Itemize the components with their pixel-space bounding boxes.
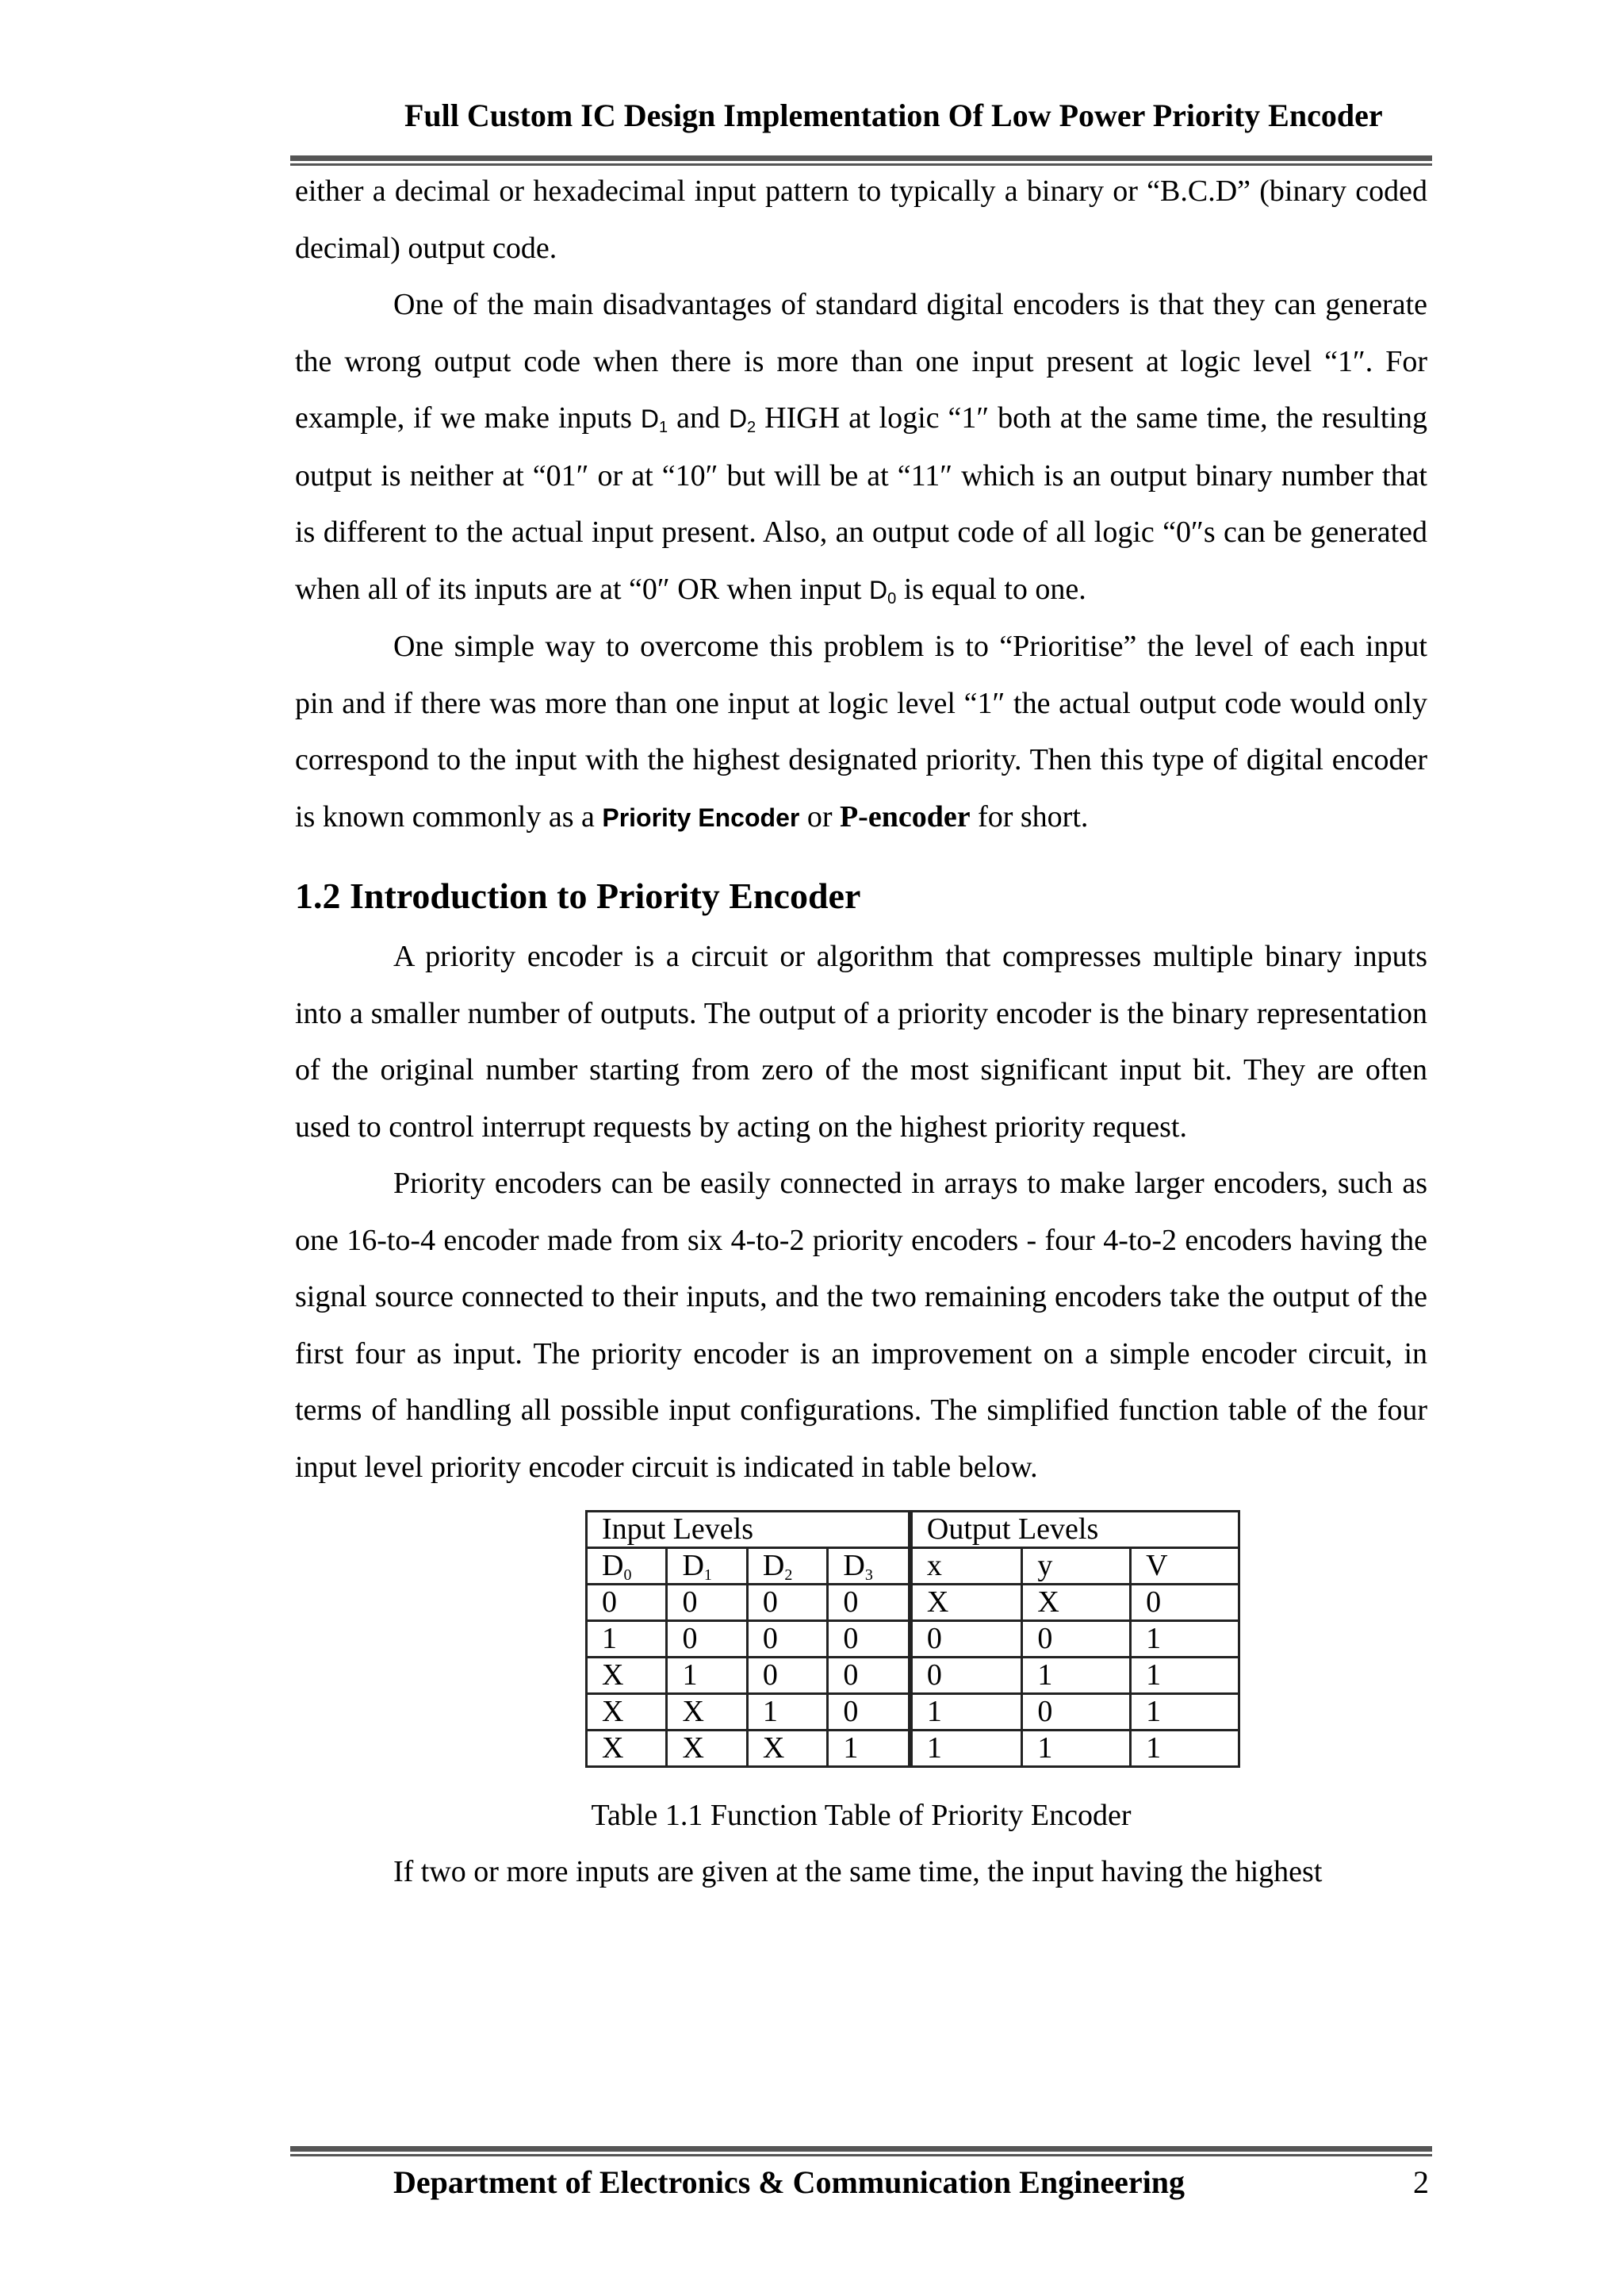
table-cell: 0	[587, 1585, 667, 1621]
paragraph-introduction: A priority encoder is a circuit or algorithm that compresses multiple binary inputs into a smaller number of outputs. The output of a priority encoder is the binary representation of the original number starting from zero of the most significant input bit. They are often used to control interrupt requests by acting on the highest priority request.	[295, 940, 1427, 1144]
col-header-d0: $D_0$	[587, 1548, 667, 1585]
table-cell: 0	[910, 1621, 1022, 1658]
function-table-container	[585, 1510, 1427, 1768]
table-cell: 1	[1131, 1621, 1239, 1658]
table-cell: X	[910, 1585, 1022, 1621]
table-cell: 1	[667, 1658, 747, 1694]
paragraph-highest-input: If two or more inputs are given at the same time, the input having the highest	[393, 1855, 1323, 1888]
table-cell: X	[587, 1731, 667, 1767]
table-cell: 1	[910, 1694, 1022, 1731]
symbol-d0: $D_0$	[868, 575, 897, 608]
table-group-header-row	[587, 1512, 1239, 1548]
output-levels-header: Output Levels	[910, 1512, 1239, 1548]
text-run: is equal to one.	[896, 572, 1086, 606]
table-row	[587, 1621, 1239, 1658]
col-header-x: x	[910, 1548, 1022, 1585]
table-row	[587, 1731, 1239, 1767]
table-cell: 0	[667, 1585, 747, 1621]
table-cell: 0	[828, 1585, 910, 1621]
term-p-encoder: P-encoder	[839, 799, 971, 834]
text-run: HIGH at logic “1″ both at the same time, the resulting output is neither at “01″ or at “10″ but will be at “11″ which is an output binary number that is different to the actual input present. Also, an output code of all logic “0″s can be generated when all of its inputs are at “0″ OR when input	[295, 401, 1427, 606]
symbol-d1: $D_1$	[640, 404, 668, 436]
paragraph-arrays: Priority encoders can be easily connected in arrays to make larger encoders, such as one 16-to-4 encoder made from six 4-to-2 priority encoders - four 4-to-2 encoders having the signal source connected to their inputs, and the two remaining encoders take the output of the first four as input. The priority encoder is an improvement on a simple encoder circuit, in terms of handling all possible input configurations. The simplified function table of the four input level priority encoder circuit is indicated in table below.	[295, 1167, 1427, 1484]
col-header-v: V	[1131, 1548, 1239, 1585]
table-cell: 1	[828, 1731, 910, 1767]
table-cell: 1	[1131, 1658, 1239, 1694]
table-cell: 0	[828, 1694, 910, 1731]
table-cell: 0	[910, 1658, 1022, 1694]
footer-department: Department of Electronics & Communication Engineering	[393, 2164, 1185, 2200]
table-cell: 1	[1022, 1731, 1131, 1767]
function-table	[585, 1510, 1240, 1768]
col-header-d1: $D_1$	[667, 1548, 747, 1585]
text-run: for short.	[970, 799, 1089, 834]
table-cell: 0	[667, 1621, 747, 1658]
table-cell: 0	[1131, 1585, 1239, 1621]
table-cell: 0	[1022, 1694, 1131, 1731]
input-levels-header: Input Levels	[587, 1512, 910, 1548]
text-run: or	[799, 799, 840, 834]
paragraph-disadvantages	[295, 277, 1427, 619]
table-cell: 1	[1131, 1731, 1239, 1767]
table-cell: X	[667, 1731, 747, 1767]
symbol-d2: $D_2$	[728, 404, 756, 436]
paragraph-prioritise	[295, 619, 1427, 846]
page-number: 2	[1413, 2164, 1429, 2200]
table-column-header-row	[587, 1548, 1239, 1585]
table-cell: 0	[747, 1585, 827, 1621]
section-heading: 1.2 Introduction to Priority Encoder	[295, 876, 861, 916]
table-cell: X	[1022, 1585, 1131, 1621]
col-header-d2: $D_2$	[747, 1548, 827, 1585]
page-body	[295, 163, 1427, 1901]
table-cell: 0	[828, 1621, 910, 1658]
table-cell: 1	[587, 1621, 667, 1658]
table-cell: 1	[910, 1731, 1022, 1767]
text-run: One of the main disadvantages of standard digital encoders is that they can generate the wrong output code when there is more than one input present at logic level “1″. For example, if we make inputs	[295, 288, 1427, 435]
footer-rule	[290, 2146, 1432, 2156]
table-cell: 0	[1022, 1621, 1131, 1658]
table-cell: 1	[747, 1694, 827, 1731]
table-cell: X	[587, 1694, 667, 1731]
table-row	[587, 1694, 1239, 1731]
text-run: One simple way to overcome this problem is to “Prioritise” the level of each input pin and if there was more than one input at logic level “1″ the actual output code would only correspond to the input with the highest designated priority. Then this type of digital encoder is known commonly as a	[295, 630, 1427, 834]
paragraph-encoder-output: either a decimal or hexadecimal input pattern to typically a binary or “B.C.D” (binary coded decimal) output code.	[295, 174, 1427, 265]
table-cell: X	[747, 1731, 827, 1767]
table-row	[587, 1658, 1239, 1694]
col-header-y: y	[1022, 1548, 1131, 1585]
table-cell: 0	[828, 1658, 910, 1694]
col-header-d3: $D_3$	[828, 1548, 910, 1585]
term-priority-encoder: Priority Encoder	[602, 803, 800, 832]
table-cell: 0	[747, 1621, 827, 1658]
page-header-title: Full Custom IC Design Implementation Of Low Power Priority Encoder	[404, 98, 1383, 133]
table-caption: Table 1.1 Function Table of Priority Encoder	[591, 1799, 1132, 1832]
table-cell: 1	[1131, 1694, 1239, 1731]
table-cell: X	[667, 1694, 747, 1731]
table-row	[587, 1585, 1239, 1621]
table-cell: X	[587, 1658, 667, 1694]
table-cell: 1	[1022, 1658, 1131, 1694]
text-run: and	[668, 401, 729, 435]
table-cell: 0	[747, 1658, 827, 1694]
